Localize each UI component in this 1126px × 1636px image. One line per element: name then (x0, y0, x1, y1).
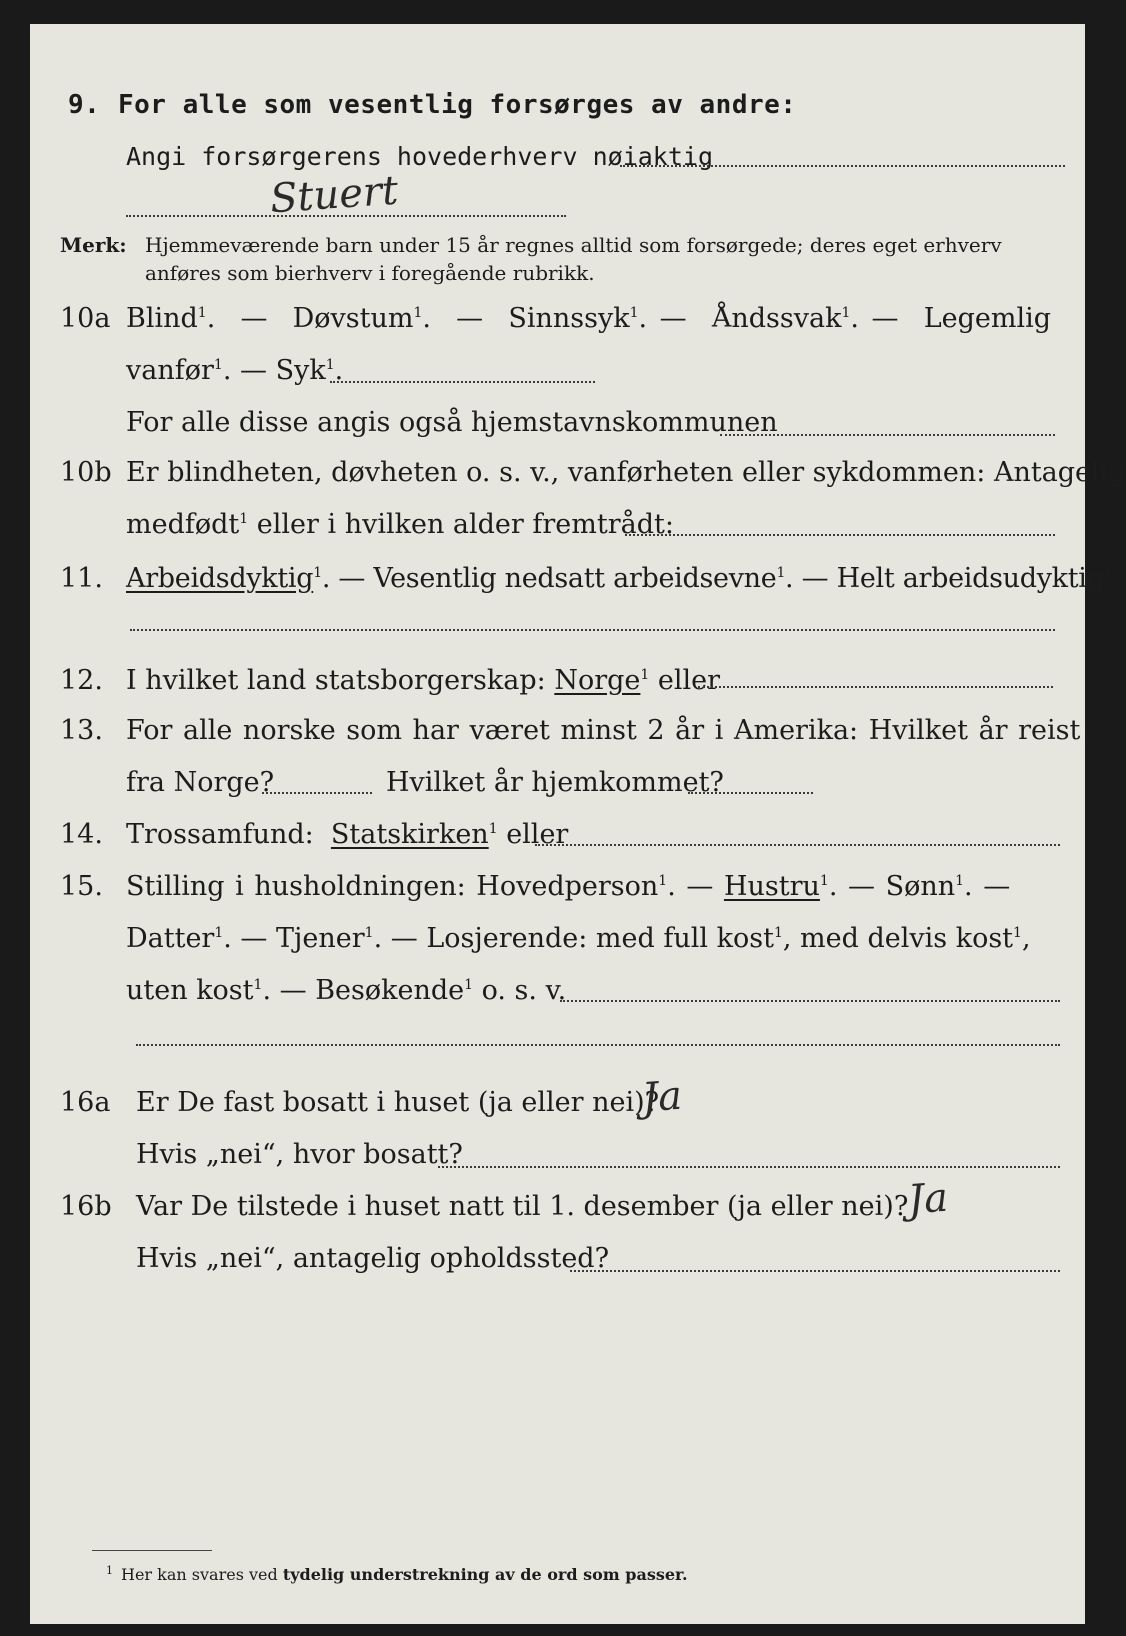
q15-answer-line-1 (560, 1000, 1060, 1002)
q9-number: 9. (68, 90, 101, 120)
q16b-answer-line (570, 1270, 1060, 1272)
q10b-line-2: medfødt$^1$ eller i hvilken alder fremtrådt: (126, 509, 674, 540)
q12-number: 12. (60, 665, 103, 696)
footnote-mark: 1 (106, 1564, 113, 1577)
q16b-line-2: Hvis „nei“, antagelig opholdssted? (136, 1243, 610, 1274)
q13-number: 13. (60, 715, 103, 746)
q16b-number: 16b (60, 1191, 112, 1222)
opt-dovstum: Døvstum (292, 303, 414, 334)
q16a-line-1: Er De fast bosatt i huset (ja eller nei)? (136, 1087, 660, 1118)
q12-answer-line (698, 686, 1053, 688)
q10a-line-3: For alle disse angis også hjemstavnskommunen (126, 407, 778, 438)
q13-line-2b: Hvilket år hjemkommet? (386, 767, 724, 798)
q16a-answer-line (438, 1166, 1060, 1168)
census-form-page (30, 24, 1126, 1624)
q14-number: 14. (60, 819, 103, 850)
q16a-line-2: Hvis „nei“, hvor bosatt? (136, 1139, 463, 1170)
q9-answer-line (126, 215, 566, 217)
q15-line-2: Datter$^1$. — Tjener$^1$. — Losjerende: med full kost$^1$, med delvis kost$^1$, (126, 923, 1031, 954)
q13-reist-line (262, 792, 372, 794)
q9-prompt: Angi forsørgerens hovederhverv nøiaktig (126, 142, 713, 171)
q10a-number: 10a (60, 303, 111, 334)
q15-number: 15. (60, 871, 103, 902)
q10a-syk-line (330, 381, 595, 383)
opt-sinnssyk: Sinnssyk (508, 303, 630, 334)
q11-answer-line (130, 629, 1055, 631)
q11-opt-arbeidsdyktig-selected: Arbeidsdyktig (126, 563, 314, 594)
q10a-hjemstavn-line (720, 434, 1055, 436)
merk-line-1: Hjemmeværende barn under 15 år regnes alltid som forsørgede; deres eget erhverv (145, 233, 1002, 257)
opt-andssvak: Åndssvak (711, 303, 842, 334)
q12-opt-norge-selected: Norge (554, 665, 641, 696)
q15-answer-line-2 (136, 1044, 1060, 1046)
merk-label: Merk: (60, 233, 127, 257)
q15-line-3: uten kost$^1$. — Besøkende$^1$ o. s. v. (126, 975, 567, 1006)
q16b-line-1: Var De tilstede i huset natt til 1. desember (ja eller nei)? (136, 1191, 909, 1222)
q16a-number: 16a (60, 1087, 111, 1118)
q10b-line-1: Er blindheten, døvheten o. s. v., vanførheten eller sykdommen: Antagelig (126, 457, 1126, 488)
q9-title: For alle som vesentlig forsørges av andre: (118, 90, 797, 120)
q9-answer-handwriting: Stuert (268, 167, 400, 223)
q10a-line-1: Blind$^1$. — Døvstum$^1$. — Sinnssyk$^1$. — Åndssvak$^1$. — Legemlig (126, 303, 1052, 334)
q15-opt-hustru-selected: Hustru (723, 871, 820, 902)
footnote-rule (92, 1550, 212, 1551)
merk-line-2: anføres som bierhverv i foregående rubrikk. (145, 261, 595, 285)
q9-prompt-line (620, 165, 1065, 167)
q16b-answer-handwriting: Ja (906, 1174, 950, 1224)
q10a-line-2: vanfør$^1$. — Syk$^1$. (126, 355, 344, 386)
q14-answer-line (535, 844, 1060, 846)
footnote: $^1$ Her kan svares ved tydelig understrekning av de ord som passer. (106, 1564, 688, 1584)
q15-line-1: Stilling i husholdningen: Hovedperson$^1$. — Hustru$^1$. — Sønn$^1$. — (126, 871, 1011, 902)
q10b-number: 10b (60, 457, 112, 488)
opt-blind: Blind (126, 303, 198, 334)
q12-line: I hvilket land statsborgerskap: Norge$^1$ eller (126, 665, 721, 696)
q11-number: 11. (60, 563, 103, 594)
q11-line-1: Arbeidsdyktig$^1$. — Vesentlig nedsatt arbeidsevne$^1$. — Helt arbeidsudyktig$^1$. (126, 563, 1121, 594)
opt-legemlig: Legemlig (923, 303, 1052, 334)
q14-opt-statskirken-selected: Statskirken (330, 819, 489, 850)
q14-line: Trossamfund: Statskirken$^1$ eller (126, 819, 569, 850)
q13-line-1: For alle norske som har været minst 2 år i Amerika: Hvilket år reist (126, 715, 1081, 746)
q13-line-2a: fra Norge? (126, 767, 275, 798)
q16a-answer-handwriting: Ja (640, 1072, 684, 1122)
q13-hjemkommet-line (688, 792, 813, 794)
q10b-answer-line (625, 534, 1055, 536)
